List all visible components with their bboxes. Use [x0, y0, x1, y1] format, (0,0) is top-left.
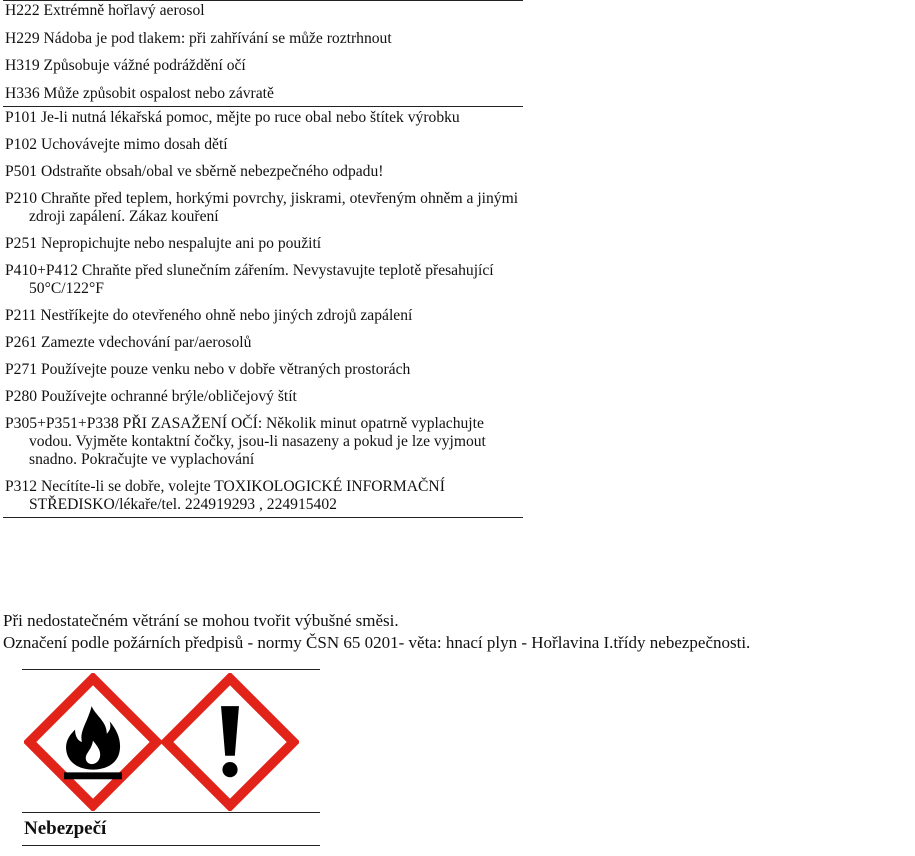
- safety-notes: [3, 610, 750, 654]
- hazard-statement: H229 Nádoba je pod tlakem: při zahřívání se může roztrhnout: [5, 29, 392, 47]
- precautionary-statements: [3, 109, 523, 518]
- precautionary-statement: P312 Necítíte-li se dobře, volejte TOXIKOLOGICKÉ INFORMAČNÍ STŘEDISKO/lékaře/tel. 224919293 , 224915402: [5, 478, 445, 513]
- precautionary-statement: P410+P412 Chraňte před slunečním zářením. Nevystavujte teplotě přesahující 50°C/122°F: [5, 262, 494, 297]
- hazard-statement: H222 Extrémně hořlavý aerosol: [5, 2, 205, 19]
- signal-word: Nebezpečí: [24, 818, 107, 839]
- hazard-statement: H319 Způsobuje vážné podráždění očí: [5, 57, 246, 74]
- precautionary-statement: P251 Nepropichujte nebo nespalujte ani po použití: [5, 235, 322, 252]
- precautionary-statement: P210 Chraňte před teplem, horkými povrchy, jiskrami, otevřeným ohněm a jinými zdroji zapálení. Zákaz kouření: [5, 190, 519, 225]
- ghs-label-panel: [22, 669, 320, 846]
- precautionary-statement: P101 Je-li nutná lékařská pomoc, mějte po ruce obal nebo štítek výrobku: [5, 109, 460, 126]
- precautionary-statement: P280 Používejte ochranné brýle/obličejový štít: [5, 388, 297, 405]
- ventilation-note: Při nedostatečném větrání se mohou tvořit výbušné směsi.: [3, 611, 399, 630]
- hazard-statement: H336 Může způsobit ospalost nebo závratě: [5, 84, 274, 102]
- precautionary-statement: P102 Uchovávejte mimo dosah dětí: [5, 136, 228, 153]
- fire-classification-note: Označení podle požárních předpisů - normy ČSN 65 0201- věta: hnací plyn - Hořlavina I.třídy nebezpečnosti.: [3, 633, 751, 652]
- precautionary-statement: P305+P351+P338 PŘI ZASAŽENÍ OČÍ: Několik minut opatrně vyplachujte vodou. Vyjměte kontaktní čočky, jsou-li nasazeny a pokud je lze vyjmout snadno. Pokračujte ve vyplachování: [5, 415, 486, 468]
- precautionary-statement: P271 Používejte pouze venku nebo v dobře větraných prostorách: [5, 361, 411, 378]
- divider: [22, 845, 320, 846]
- hazard-statements: [3, 0, 523, 107]
- precautionary-statement: P501 Odstraňte obsah/obal ve sběrně nebezpečného odpadu!: [5, 163, 384, 180]
- flame-icon: [24, 673, 162, 811]
- precautionary-statement: P261 Zamezte vdechování par/aerosolů: [5, 334, 252, 351]
- exclamation-mark-icon: [161, 673, 299, 811]
- precautionary-statement: P211 Nestříkejte do otevřeného ohně nebo jiných zdrojů zapálení: [5, 307, 413, 324]
